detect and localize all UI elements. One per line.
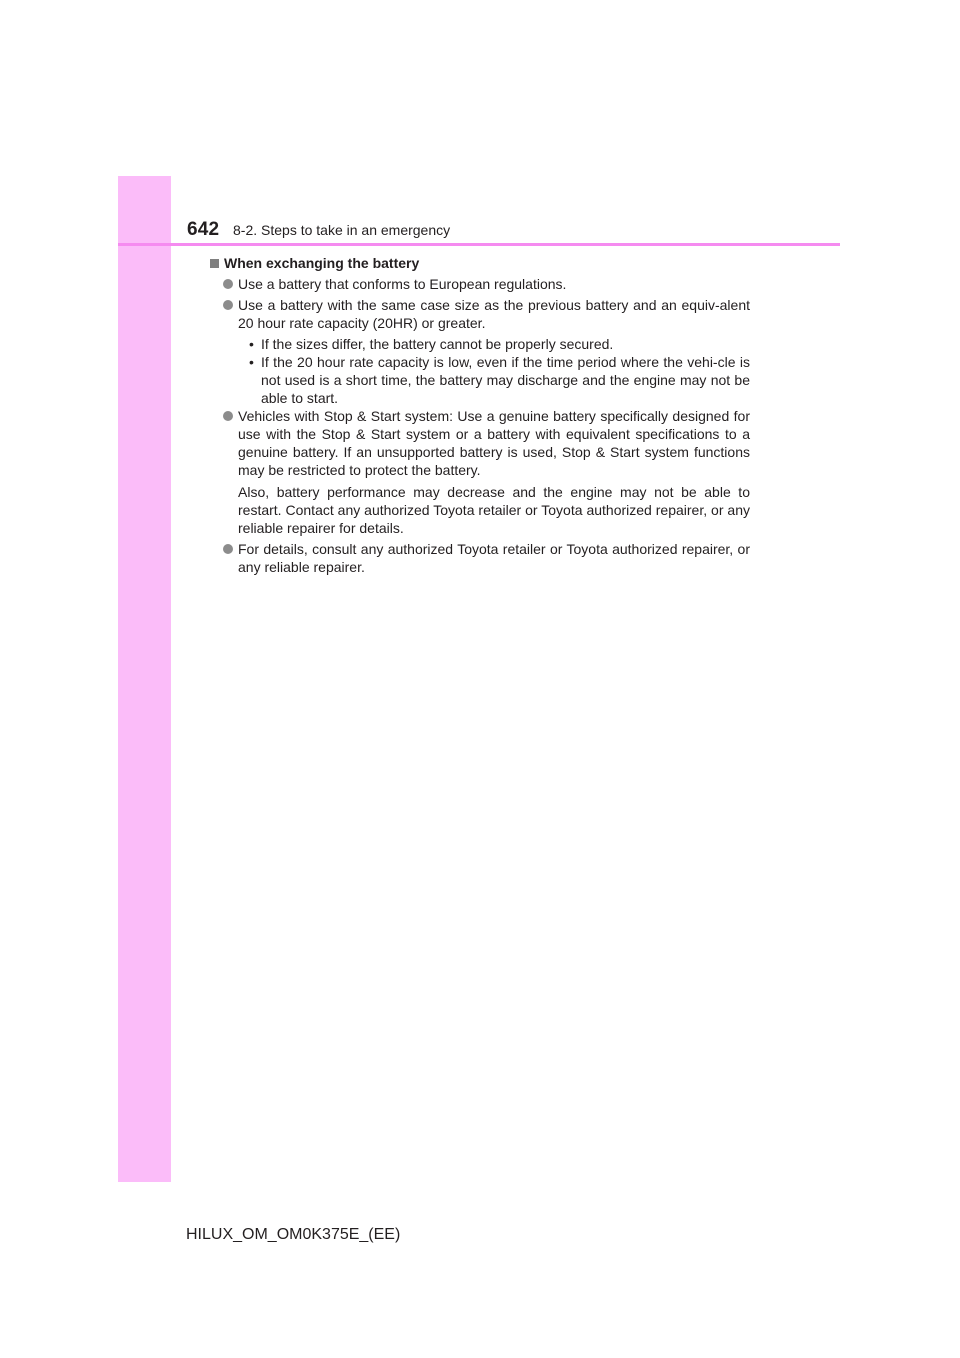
circle-bullet-icon	[223, 411, 233, 421]
main-content	[210, 254, 750, 579]
sub-bullet-text: If the 20 hour rate capacity is low, even if the time period where the vehi-cle is not used is a short time, the battery may discharge and the engine may not be able to start.	[261, 354, 750, 406]
bullet-item	[210, 540, 750, 576]
sub-bullet-list	[210, 335, 750, 407]
heading-text: When exchanging the battery	[224, 255, 420, 271]
bullet-text: For details, consult any authorized Toyota retailer or Toyota authorized repairer, or any reliable repairer.	[238, 541, 750, 575]
bullet-item	[210, 296, 750, 332]
square-bullet-icon	[210, 259, 219, 268]
section-title: 8-2. Steps to take in an emergency	[233, 222, 451, 238]
sub-bullet-text: If the sizes differ, the battery cannot be properly secured.	[261, 336, 614, 352]
page-number: 642	[187, 219, 220, 240]
sub-bullet-glyph: •	[249, 336, 254, 352]
note-paragraph: Also, battery performance may decrease and the engine may not be able to restart. Contact any authorized Toyota retailer or Toyota authorized repairer, or any reliable repairer for details.	[238, 484, 750, 536]
circle-bullet-icon	[223, 300, 233, 310]
sub-bullet-item	[238, 353, 750, 407]
header-rule	[118, 243, 840, 246]
bullet-text: Use a battery that conforms to European regulations.	[238, 276, 567, 292]
sub-bullet-glyph: •	[249, 354, 254, 370]
circle-bullet-icon	[223, 544, 233, 554]
bullet-text: Use a battery with the same case size as the previous battery and an equiv-alent 20 hour rate capacity (20HR) or greater.	[238, 297, 750, 331]
document-code: HILUX_OM_OM0K375E_(EE)	[186, 1226, 401, 1243]
chapter-sidebar-band	[118, 176, 171, 1182]
circle-bullet-icon	[223, 279, 233, 289]
bullet-item	[210, 407, 750, 479]
bullet-text: Vehicles with Stop & Start system: Use a genuine battery specifically designed for use with the Stop & Start system or a battery with equivalent specifications to a genuine battery. If an unsupported battery is used, Stop & Start system functions may be restricted to protect the battery.	[238, 408, 750, 478]
bullet-item	[210, 275, 750, 293]
subsection-heading	[210, 254, 750, 272]
sub-bullet-item	[238, 335, 750, 353]
